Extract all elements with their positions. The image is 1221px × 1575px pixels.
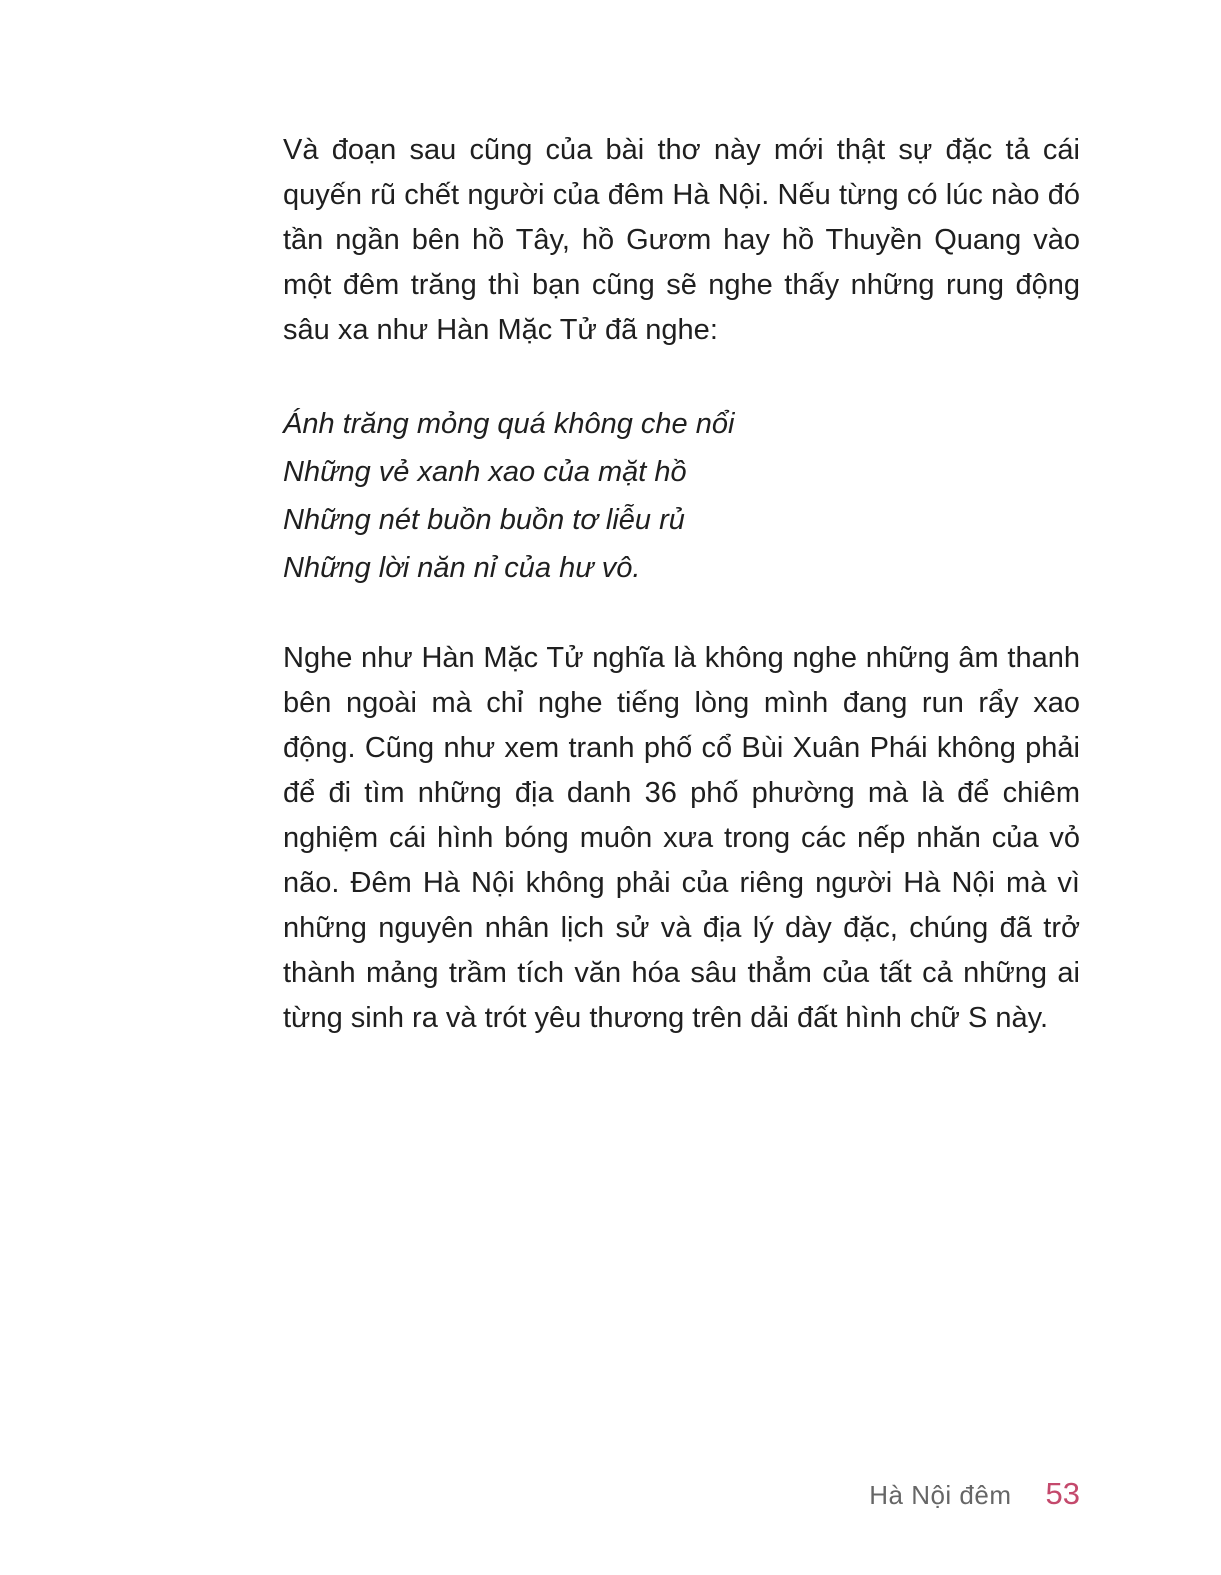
- body-paragraph-2: Nghe như Hàn Mặc Tử nghĩa là không nghe những âm thanh bên ngoài mà chỉ nghe tiếng lòng mình đang run rẩy xao động. Cũng như xem tranh phố cổ Bùi Xuân Phái không phải để đi tìm những địa danh 36 phố phường mà là để chiêm nghiệm cái hình bóng muôn xưa trong các nếp nhăn của vỏ não. Đêm Hà Nội không phải của riêng người Hà Nội mà vì những nguyên nhân lịch sử và địa lý dày đặc, chúng đã trở thành mảng trầm tích văn hóa sâu thẳm của tất cả những ai từng sinh ra và trót yêu thương trên dải đất hình chữ S này.: [283, 642, 1080, 1034]
- poem-line-2: Những vẻ xanh xao của mặt hồ: [283, 456, 687, 488]
- poem-line-4: Những lời năn nỉ của hư vô.: [283, 552, 641, 584]
- body-paragraph-1: Và đoạn sau cũng của bài thơ này mới thật sự đặc tả cái quyến rũ chết người của đêm Hà Nội. Nếu từng có lúc nào đó tần ngần bên hồ Tây, hồ Gươm hay hồ Thuyền Quang vào một đêm trăng thì bạn cũng sẽ nghe thấy những rung động sâu xa như Hàn Mặc Tử đã nghe:: [283, 134, 1080, 346]
- poem-block: [283, 400, 1080, 592]
- page-content: [283, 128, 1080, 1041]
- poem-line-1: Ánh trăng mỏng quá không che nổi: [283, 408, 735, 440]
- running-footer-chapter-title: Hà Nội đêm: [869, 1480, 1012, 1510]
- poem-line-3: Những nét buồn buồn tơ liễu rủ: [283, 504, 685, 536]
- page-footer: [869, 1476, 1080, 1512]
- page-number: 53: [1045, 1476, 1080, 1511]
